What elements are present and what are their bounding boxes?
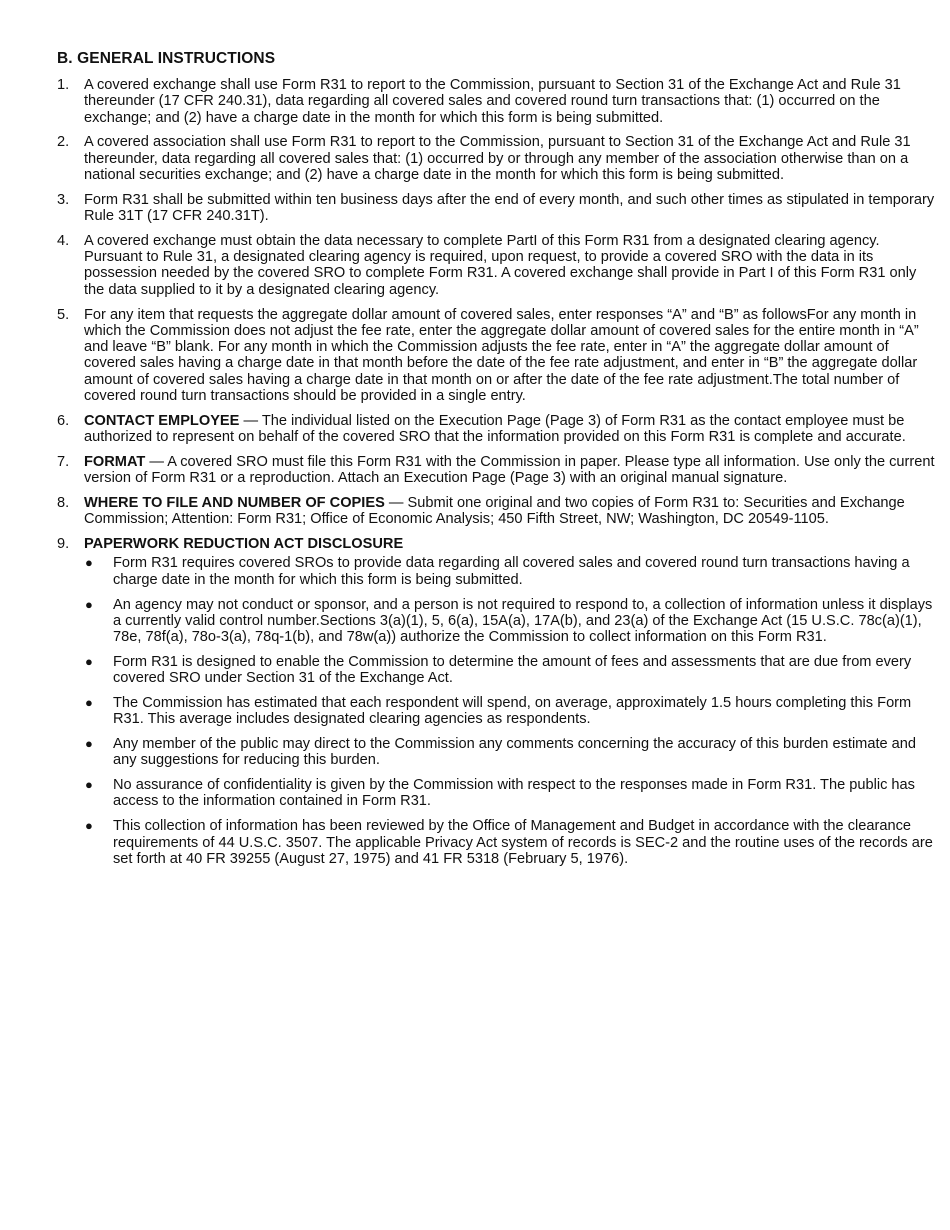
bullet-icon: ● <box>85 653 93 669</box>
item-text: — Submit one original and two copies of Form R31 to: Securities and Exchange Commission; Attention: Form R31; Office of Economic Analysis; 450 Fifth Street, NW; Washington, DC 20549-1105. <box>84 495 905 528</box>
item-text: A covered exchange shall use Form R31 to report to the Commission, pursuant to Section 31 of the Exchange Act and Rule 31 thereunder (17 CFR 240.31), data regarding all covered sales and covered round turn transactions that: (1) occurred on the exchange; and (2) have a charge date in the month for which this form is being submitted. <box>84 77 901 126</box>
bullet-icon: ● <box>85 777 93 793</box>
bullet-text: Form R31 requires covered SROs to provide data regarding all covered sales and covered round turn transactions having a charge date in the month for which this form is being submitted. <box>113 555 910 588</box>
item-text: — The individual listed on the Execution Page (Page 3) of Form R31 as the contact employee must be authorized to represent on behalf of the covered SRO that the information provided on this Form R31 is complete and accurate. <box>84 412 906 446</box>
bullet-icon: ● <box>85 695 93 710</box>
item-number: 4. <box>57 232 70 249</box>
bullet-item <box>84 597 937 646</box>
bullet-item <box>84 736 937 769</box>
item-number: 9. <box>57 536 70 553</box>
instruction-item-2 <box>57 134 937 183</box>
item-number: 2. <box>57 134 70 151</box>
item-text: For any item that requests the aggregate dollar amount of covered sales, enter responses “A” and “B” as followsFor any month in which the Commission does not adjust the fee rate, enter the aggregate dollar amount of covered sales for the entire month in “A” and leave “B” blank. For any month in which the Commission adjusts the fee rate, enter in “A” the aggregate dollar amount of covered sales having a charge date in that month before the date of the fee rate adjustment, and enter in “B” the aggregate dollar amount of covered sales having a charge date in that month on or after the date of the fee rate adjustment.The total number of covered round turn transactions should be provided in a single entry. <box>84 306 919 405</box>
item-text: A covered exchange must obtain the data necessary to complete PartI of this Form R31 from a designated clearing agency. Pursuant to Rule 31, a designated clearing agency is required, upon request, to provide a covered SRO with the data in its possession needed by the covered SRO to complete Form R31. A covered exchange shall provide in Part I of this Form R31 only the data supplied to it by a designated clearing agency. <box>84 232 917 298</box>
instruction-item-3 <box>57 192 937 225</box>
bullet-item <box>84 777 937 810</box>
bullet-text: This collection of information has been reviewed by the Office of Management and Budget in accordance with the clearance requirements of 44 U.S.C. 3507. The applicable Privacy Act system of records is SEC-2 and the routine uses of the records are set forth at 40 FR 39255 (August 27, 1975) and 41 FR 5318 (February 5, 1976). <box>113 818 933 867</box>
item-lead: PAPERWORK REDUCTION ACT DISCLOSURE <box>84 536 404 553</box>
bullet-icon: ● <box>85 596 93 612</box>
bullet-text: An agency may not conduct or sponsor, and a person is not required to respond to, a collection of information unless it displays a currently valid control number.Sections 3(a)(1), 5, 6(a), 15A(a), 17A(b), and 23(a) of the Exchange Act (15 U.S.C. 78c(a)(1), 78e, 78f(a), 78o-3(a), 78q-1(b), and 78w(a)) authorize the Commission to collect information on this Form R31. <box>113 596 933 646</box>
instruction-item-7 <box>57 454 937 487</box>
bullet-text: The Commission has estimated that each respondent will spend, on average, approximately 1.5 hours completing this Form R31. This average includes designated clearing agencies as respondents. <box>113 695 912 728</box>
instruction-item-5 <box>57 307 937 405</box>
item-number: 7. <box>57 453 70 470</box>
disclosure-bullet-list <box>84 555 937 867</box>
instruction-item-6 <box>57 413 937 446</box>
instruction-item-9 <box>57 536 937 867</box>
item-number: 3. <box>57 191 70 208</box>
item-number: 6. <box>57 412 70 429</box>
item-number: 5. <box>57 306 70 323</box>
item-text: A covered association shall use Form R31 to report to the Commission, pursuant to Section 31 of the Exchange Act and Rule 31 thereunder, data regarding all covered sales that: (1) occurred by or through any member of the association otherwise than on a national securities exchange; and (2) have a charge date in the month for which this form is being submitted. <box>84 134 911 183</box>
bullet-text: No assurance of confidentiality is given by the Commission with respect to the responses made in Form R31. The public has access to the information contained in Form R31. <box>113 777 915 810</box>
bullet-item <box>84 818 937 867</box>
section-heading: B. GENERAL INSTRUCTIONS <box>57 50 276 67</box>
bullet-text: Any member of the public may direct to the Commission any comments concerning the accuracy of this burden estimate and any suggestions for reducing this burden. <box>113 736 917 769</box>
bullet-icon: ● <box>85 818 93 834</box>
instruction-item-8 <box>57 495 937 528</box>
item-lead: CONTACT EMPLOYEE <box>84 412 240 429</box>
bullet-item <box>84 654 937 687</box>
bullet-item <box>84 555 937 588</box>
item-lead: FORMAT <box>84 453 146 470</box>
bullet-text: Form R31 is designed to enable the Commission to determine the amount of fees and assessments that are due from every covered SRO under Section 31 of the Exchange Act. <box>113 653 912 687</box>
item-number: 1. <box>57 77 70 93</box>
bullet-item <box>84 695 937 728</box>
bullet-icon: ● <box>85 555 93 571</box>
item-text: Form R31 shall be submitted within ten business days after the end of every month, and such other times as stipulated in temporary Rule 31T (17 CFR 240.31T). <box>84 191 935 225</box>
instruction-item-1 <box>57 77 937 126</box>
instructions-list <box>57 77 937 876</box>
item-lead: WHERE TO FILE AND NUMBER OF COPIES <box>84 495 385 512</box>
item-number: 8. <box>57 495 70 512</box>
item-text: — A covered SRO must file this Form R31 with the Commission in paper. Please type all information. Use only the current version of Form R31 or a reproduction. Attach an Execution Page (Page 3) with an original manual signature. <box>84 453 935 487</box>
bullet-icon: ● <box>85 736 93 752</box>
instruction-item-4 <box>57 233 937 298</box>
